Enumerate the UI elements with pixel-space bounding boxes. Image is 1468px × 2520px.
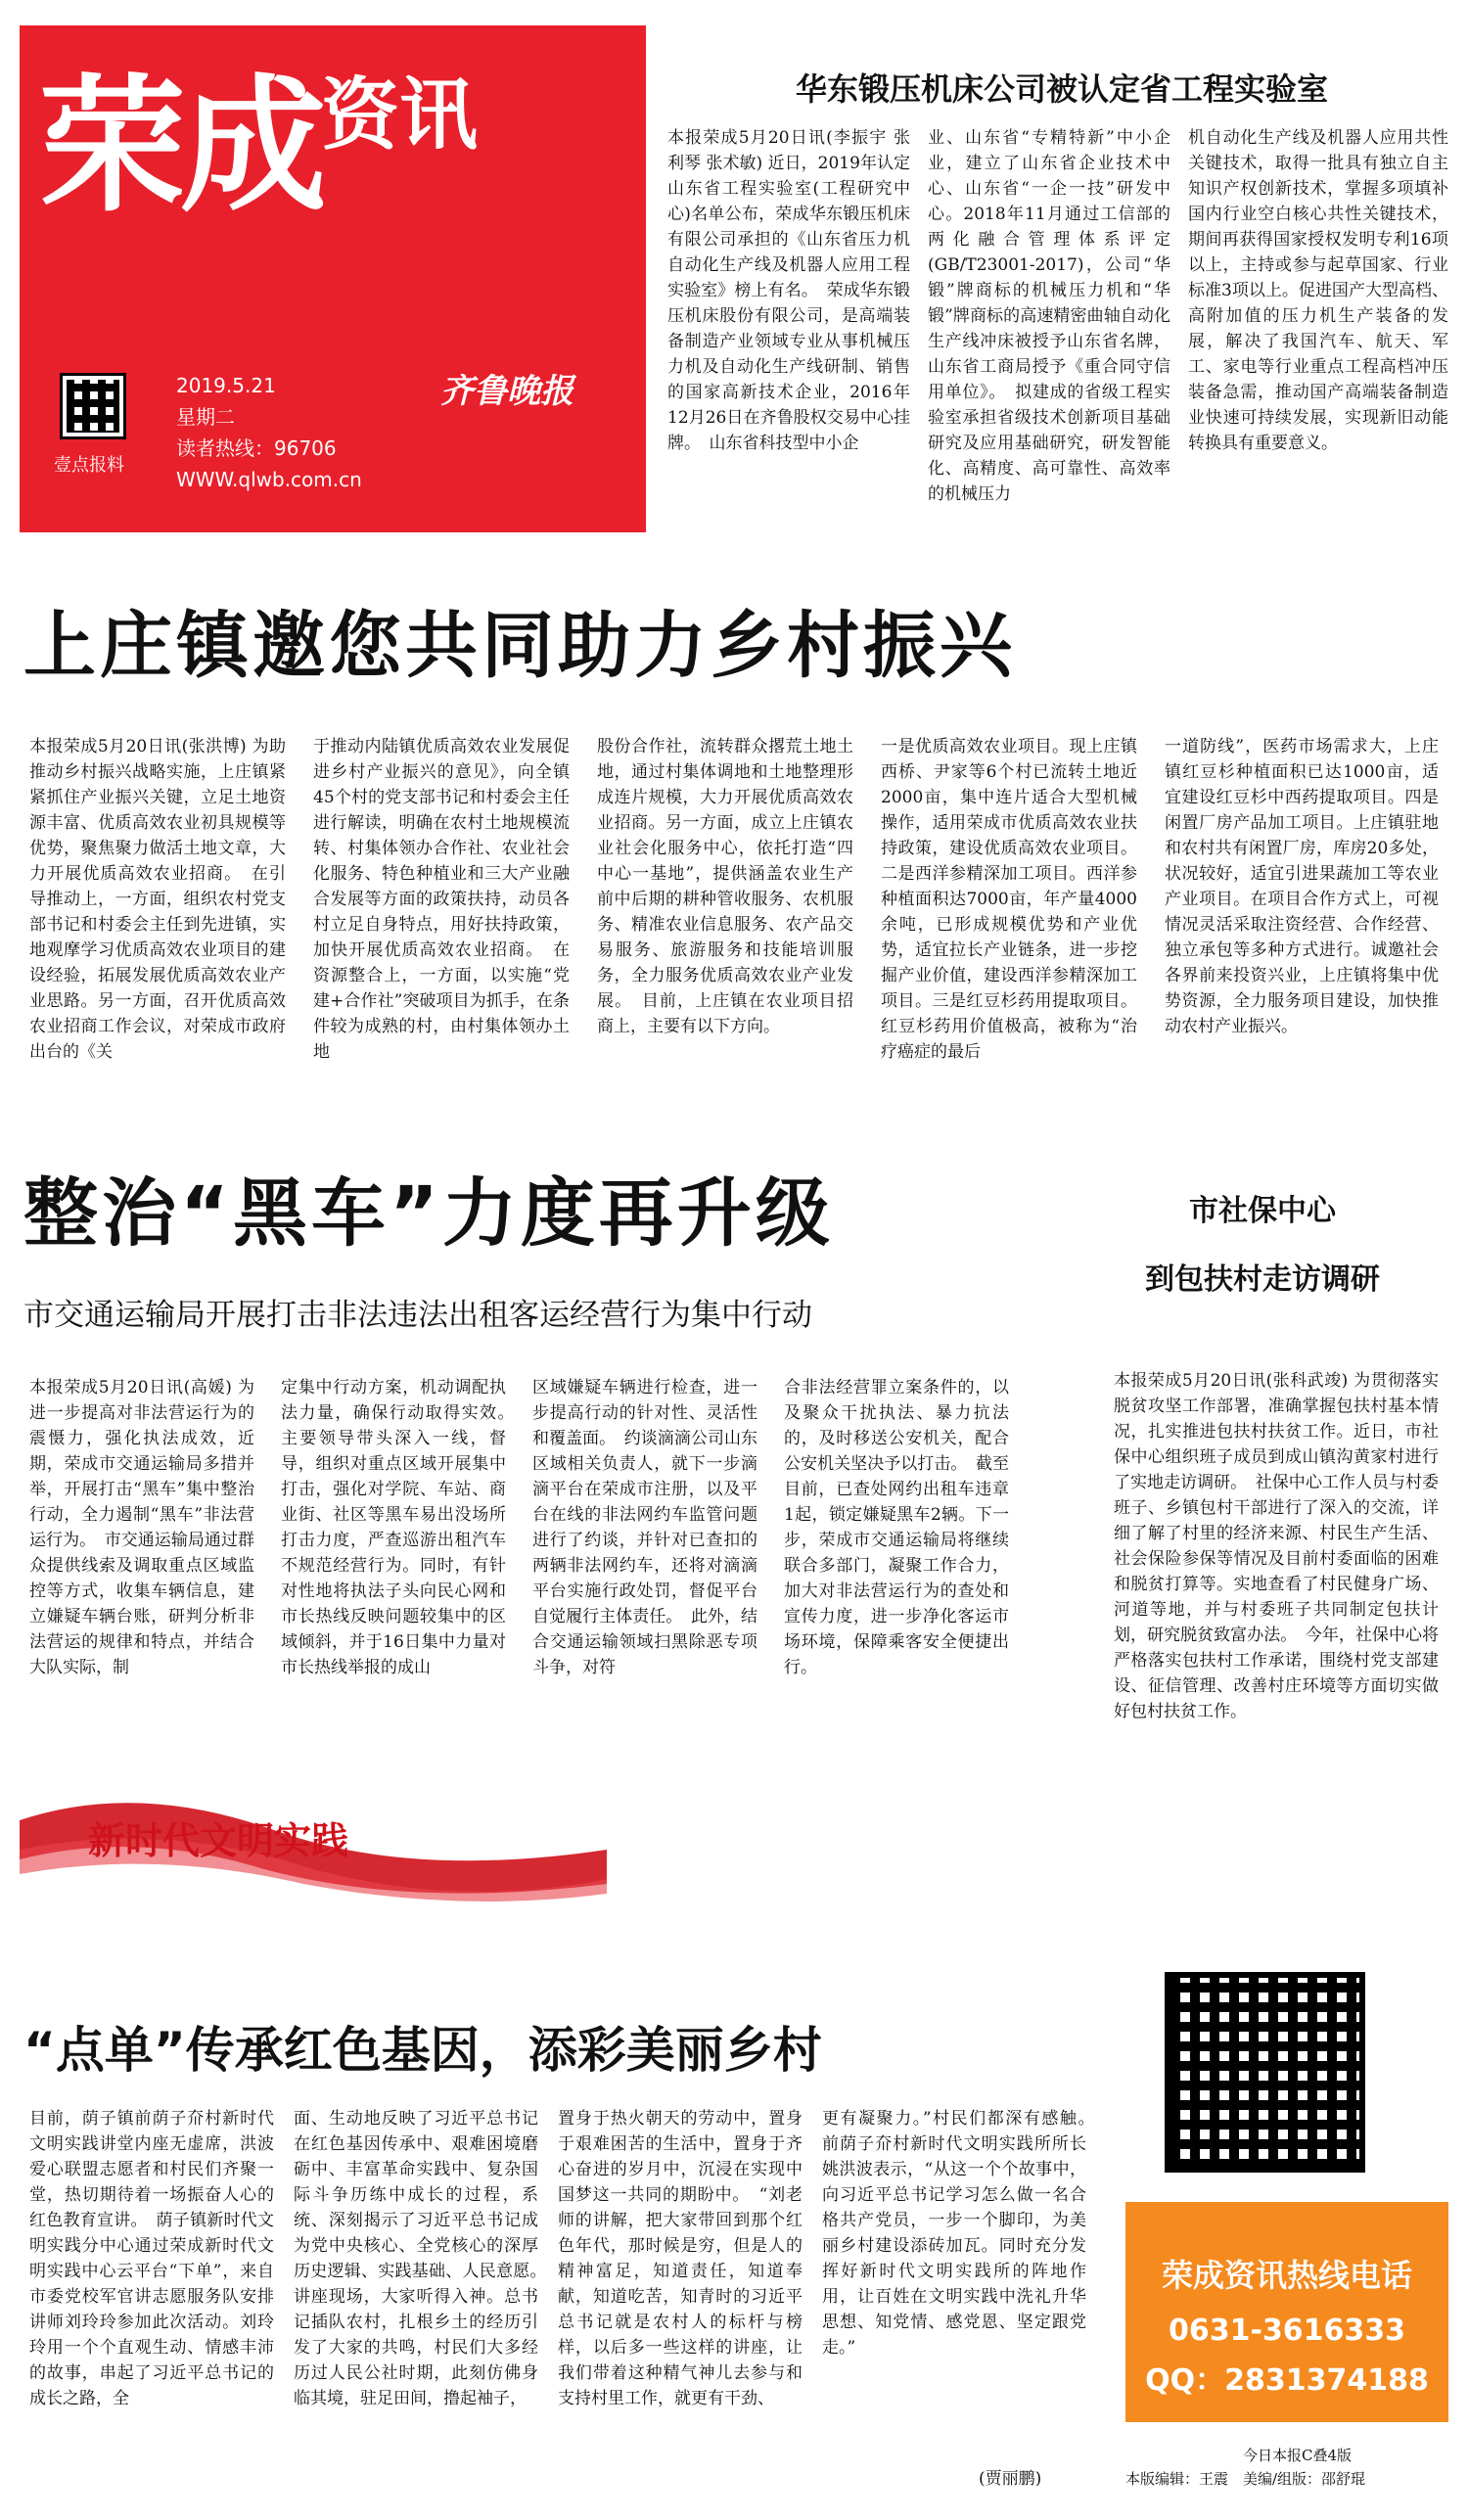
article5-col2: 面、生动地反映了习近平总书记在红色基因传承中、艰难困境磨砺中、丰富革命实践中、复杂国际斗争历练中成长的过程，系统、深刻揭示了习近平总书记成为党中央核心、全党核心的深厚历史逻辑、实践基础、人民意愿。 讲座现场，大家听得入神。总书记插队农村，扎根乡土的经历引发了大家的共鸣，村民们大多经历过人民公社时期，此刻仿佛身临其境，驻足田间，撸起袖子， <box>294 2109 555 2408</box>
article3-subtitle: 市交通运输局开展打击非法违法出租客运经营行为集中行动 <box>23 1298 812 1333</box>
article1-col1: 本报荣成5月20日讯(李振宇 张利琴 张术敏) 近日，2019年认定山东省工程实验室(工程研究中心)名单公布，荣成华东锻压机床有限公司承担的《山东省压力机自动化生产线及机器人应用工程实验室》榜上有名。 荣成华东锻压机床股份有限公司，是高端装备制造产业领域专业从事机械压力机及自动化生产线研制、销售的国家高新技术企业，2016年12月26日在齐鲁股权交易中心挂牌。 山东省科技型中小企 <box>667 128 910 453</box>
article2-title: 上庄镇邀您共同助力乡村振兴 <box>23 604 1016 688</box>
article5-col1: 目前，荫子镇前荫子夼村新时代文明实践讲堂内座无虚席，洪波爱心联盟志愿者和村民们齐聚一堂，热切期待着一场振奋人心的红色教育宣讲。 荫子镇新时代文明实践分中心通过荣成新时代文明实践中心云平台“下单”，来自市委党校军官讲志愿服务队安排讲师刘玲玲参加此次活动。刘玲玲用一个个直观生动、情感丰沛的故事，串起了习近平总书记的成长之路，全 <box>29 2109 274 2408</box>
logo: 荣成资讯 <box>39 62 479 232</box>
article3-col1: 本报荣成5月20日讯(高媛) 为进一步提高对非法营运行为的震慑力，强化执法成效，近期，荣成市交通运输局多措并举，开展打击“黑车”集中整治行动，全力遏制“黑车”非法营运行为。 市交通运输局通过群众提供线索及调取重点区域监控等方式，收集车辆信息，建立嫌疑车辆台账，研判分析非法营运的规律和特点，并结合大队实际，制 <box>29 1378 254 1677</box>
article1-title: 华东锻压机床公司被认定省工程实验室 <box>795 70 1328 108</box>
article2-col2: 于推动内陆镇优质高效农业发展促进乡村产业振兴的意见》，向全镇45个村的党支部书记和村委会主任进行解读，明确在农村土地规模流转、村集体领办合作社、农业社会化服务、特色种植业和三大产业融合发展等方面的政策扶持，动员各村立足自身特点，用好扶持政策，加快开展优质高效农业招商。 在资源整合上，一方面，以实施“党建+合作社”突破项目为抓手，在条件较为成熟的村，由村集体领办土地 <box>313 737 570 1062</box>
article3-col3: 区域嫌疑车辆进行检查，进一步提高行动的针对性、灵活性和覆盖面。 约谈滴滴公司山东区域相关负责人，就下一步滴滴平台在荣成市注册，以及平台在线的非法网约车监管问题进行了约谈，并针对已查扣的两辆非法网约车，还将对滴滴平台实施行政处罚，督促平台自觉履行主体责任。 此外，结合交通运输领域扫黑除恶专项斗争，对符 <box>532 1378 757 1677</box>
qr-code-icon <box>63 376 123 436</box>
hotline-phone: 0631-3616333 <box>1168 2314 1406 2348</box>
paper-name-logo: 齐鲁晚报 <box>440 372 573 411</box>
article1-col3: 机自动化生产线及机器人应用共性关键技术，取得一批具有独立自主知识产权创新技术，掌握多项填补国内行业空白核心共性关键技术，期间再获得国家授权发明专利16项以上，主持或参与起草国家、行业标准3项以上。促进国产大型高档、高附加值的压力机生产装备的发展，解决了我国汽车、航天、军工、家电等行业重点工程高档冲压装备急需，推动国产高端装备制造业快速可持续发展，实现新旧动能转换具有重要意义。 <box>1188 128 1448 453</box>
masthead-date: 2019.5.21 <box>176 374 276 397</box>
footer-edition: 今日本报C叠4版 <box>1243 2447 1353 2464</box>
article2-col1: 本报荣成5月20日讯(张洪博) 为助推动乡村振兴战略实施，上庄镇紧紧抓住产业振兴关键，立足土地资源丰富、优质高效农业初具规模等优势，聚焦聚力做活土地文章，大力开展优质高效农业招商。 在引导推动上，一方面，组织农村党支部书记和村委会主任到先进镇，实地观摩学习优质高效农业项目的建设经验，拓展发展优质高效农业产业思路。另一方面，召开优质高效农业招商工作会议，对荣成市政府出台的《关 <box>29 737 286 1062</box>
qr-code-icon <box>1165 1972 1365 2173</box>
hotline-qq: QQ：2831374188 <box>1145 2363 1429 2398</box>
qr-label: 壹点报料 <box>54 455 124 476</box>
footer-editors: 本版编辑：王震 美编/组版：邵舒琨 <box>1125 2470 1366 2488</box>
banner-label: 新时代文明实践 <box>88 1819 349 1862</box>
article5-col3: 置身于热火朝天的劳动中，置身于艰难困苦的生活中，置身于齐心奋进的岁月中，沉浸在实现中国梦这一共同的期盼中。 “刘老师的讲解，把大家带回到那个红色年代，那时候是穷，但是人的精神富足，知道责任，知道奉献，知道吃苦，知青时的习近平总书记就是农村人的标杆与榜样，以后多一些这样的讲座，让我们带着这种精气神儿去参与和支持村里工作，就更有干劲、 <box>558 2109 803 2408</box>
article4-title-line2: 到包扶村走访调研 <box>1145 1262 1380 1297</box>
masthead-weekday: 星期二 <box>176 405 235 429</box>
masthead-url: WWW.qlwb.com.cn <box>176 468 362 491</box>
masthead-hotline: 读者热线：96706 <box>176 436 337 460</box>
article3-col4: 合非法经营罪立案条件的，以及聚众干扰执法、暴力抗法的，及时移送公安机关，配合公安机关坚决予以打击。 截至目前，已查处网约出租车违章1起，锁定嫌疑黑车2辆。下一步，荣成市交通运输局将继续联合多部门，凝聚工作合力，加大对非法营运行为的查处和宣传力度，进一步净化客运市场环境，保障乘客安全便捷出行。 <box>784 1378 1009 1677</box>
article5-byline: (贾丽鹏) <box>979 2469 1042 2489</box>
article2-col3: 股份合作社，流转群众撂荒土地土地，通过村集体调地和土地整理形成连片规模，大力开展优质高效农业招商。另一方面，成立上庄镇农业社会化服务中心，依托打造“四中心一基地”，提供涵盖农业生产前中后期的耕种管收服务、农机服务、精准农业信息服务、农产品交易服务、旅游服务和技能培训服务，全力服务优质高效农业产业发展。 目前，上庄镇在农业项目招商上，主要有以下方向。 <box>597 737 853 1036</box>
article5-title: “点单”传承红色基因，添彩美丽乡村 <box>23 2022 822 2079</box>
article4-title-line1: 市社保中心 <box>1189 1194 1336 1228</box>
article1-col2: 业、山东省“专精特新”中小企业，建立了山东省企业技术中心、山东省“一企一技”研发中心。2018年11月通过工信部的两化融合管理体系评定(GB/T23001-2017)，公司“华锻”牌商标的机械压力机和“华锻”牌商标的高速精密曲轴自动化生产线冲床被授予山东省名牌，山东省工商局授予《重合同守信用单位》。 拟建成的省级工程实验室承担省级技术创新项目基础研究及应用基础研究，研发智能化、高精度、高可靠性、高效率的机械压力 <box>928 128 1170 504</box>
article2-col5: 一道防线”，医药市场需求大，上庄镇红豆杉种植面积已达1000亩，适宜建设红豆杉中西药提取项目。四是闲置厂房产品加工项目。上庄镇驻地和农村共有闲置厂房，库房20多处，状况较好，适宜引进果蔬加工等农业产业项目。在项目合作方式上，可视情况灵活采取注资经营、合作经营、独立承包等多种方式进行。诚邀社会各界前来投资兴业，上庄镇将集中优势资源，全力服务项目建设，加快推动农村产业振兴。 <box>1165 737 1439 1036</box>
article5-col4: 更有凝聚力。”村民们都深有感触。 前荫子夼村新时代文明实践所所长姚洪波表示，“从这一个个故事中，向习近平总书记学习怎么做一名合格共产党员，一步一个脚印，为美丽乡村建设添砖加瓦。同时充分发挥好新时代文明实践所的阵地作用，让百姓在文明实践中洗礼升华思想、知党情、感党恩、坚定跟党走。” <box>822 2109 1103 2358</box>
article2-col4: 一是优质高效农业项目。现上庄镇西桥、尹家等6个村已流转土地近2000亩，集中连片适合大型机械操作，适用荣成市优质高效农业扶持政策，建设优质高效农业项目。二是西洋参精深加工项目。西洋参种植面积达7000亩，年产量4000余吨，已形成规模优势和产业优势，适宜拉长产业链条，进一步挖掘产业价值，建设西洋参精深加工项目。三是红豆杉药用提取项目。红豆杉药用价值极高，被称为“治疗癌症的最后 <box>881 737 1137 1062</box>
article3-col2: 定集中行动方案，机动调配执法力量，确保行动取得实效。 主要领导带头深入一线，督导，组织对重点区域开展集中打击，强化对学院、车站、商业街、社区等黑车易出没场所打击力度，严查巡游出租汽车不规范经营行为。同时，有针对性地将执法子头向民心网和市长热线反映问题较集中的区域倾斜，并于16日集中力量对市长热线举报的成山 <box>281 1378 523 1677</box>
hotline-box <box>1125 2202 1448 2422</box>
article3-title: 整治“黑车”力度再升级 <box>23 1169 834 1257</box>
article4-body: 本报荣成5月20日讯(张科武竣) 为贯彻落实脱贫攻坚工作部署，准确掌握包扶村基本情况，扎实推进包扶村扶贫工作。近日，市社保中心组织班子成员到成山镇沟黄家村进行了实地走访调研。 社保中心工作人员与村委班子、乡镇包村干部进行了深入的交流，详细了解了村里的经济来源、村民生产生活、社会保险参保等情况及目前村委面临的困难和脱贫打算等。实地查看了村民健身广场、河道等地，并与村委班子共同制定包扶计划，研究脱贫致富办法。 今年，社保中心将严格落实包扶村工作承诺，围绕村党支部建设、征信管理、改善村庄环境等方面切实做好包村扶贫工作。 <box>1114 1371 1439 1721</box>
hotline-title: 荣成资讯热线电话 <box>1161 2257 1412 2294</box>
